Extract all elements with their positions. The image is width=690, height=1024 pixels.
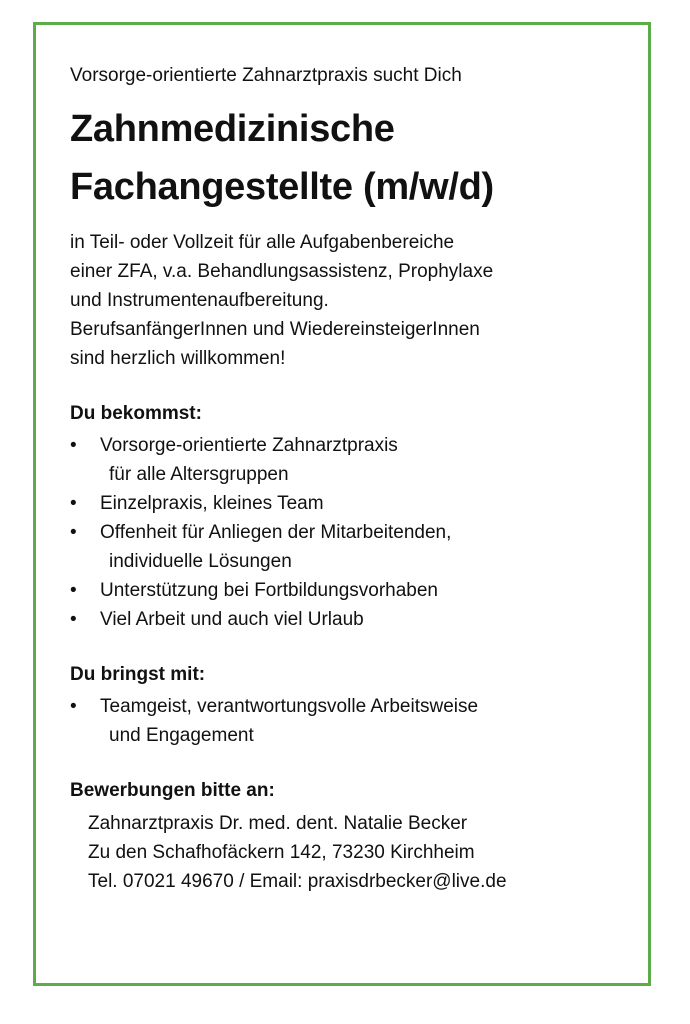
list-item-text: Viel Arbeit und auch viel Urlaub bbox=[100, 609, 364, 630]
job-title-line-2: Fachangestellte (m/w/d) bbox=[70, 166, 494, 208]
bullet-icon: • bbox=[70, 609, 77, 630]
bullet-icon: • bbox=[70, 522, 77, 543]
description-line: und Instrumentenaufbereitung. bbox=[70, 290, 329, 311]
job-description bbox=[70, 228, 630, 373]
description-line: einer ZFA, v.a. Behandlungsassistenz, Prophylaxe bbox=[70, 261, 494, 282]
list-item bbox=[70, 518, 630, 576]
requirements-heading: Du bringst mit: bbox=[70, 664, 206, 685]
offer-heading: Du bekommst: bbox=[70, 403, 202, 424]
list-item-text-continued: individuelle Lösungen bbox=[109, 551, 292, 572]
bullet-icon: • bbox=[70, 580, 77, 601]
bullet-icon: • bbox=[70, 493, 77, 514]
job-ad bbox=[70, 64, 630, 896]
description-line: sind herzlich willkommen! bbox=[70, 348, 286, 369]
job-title-line-1: Zahnmedizinische bbox=[70, 108, 395, 150]
bullet-icon: • bbox=[70, 435, 77, 456]
description-line: in Teil- oder Vollzeit für alle Aufgabenbereiche bbox=[70, 232, 455, 253]
requirements-list bbox=[70, 692, 630, 750]
description-line: BerufsanfängerInnen und WiedereinsteigerInnen bbox=[70, 319, 480, 340]
list-item-text: Vorsorge-orientierte Zahnarztpraxis bbox=[100, 435, 398, 456]
contact-block bbox=[88, 809, 630, 896]
bullet-icon: • bbox=[70, 696, 77, 717]
practice-name: Zahnarztpraxis Dr. med. dent. Natalie Becker bbox=[88, 813, 468, 834]
list-item-text: Teamgeist, verantwortungsvolle Arbeitsweise bbox=[100, 696, 479, 717]
list-item bbox=[70, 431, 630, 489]
offer-list bbox=[70, 431, 630, 634]
list-item-text: Unterstützung bei Fortbildungsvorhaben bbox=[100, 580, 438, 601]
practice-phone-email: Tel. 07021 49670 / Email: praxisdrbecker@live.de bbox=[88, 871, 507, 892]
practice-address: Zu den Schafhofäckern 142, 73230 Kirchheim bbox=[88, 842, 475, 863]
list-item bbox=[70, 605, 630, 634]
list-item-text-continued: und Engagement bbox=[109, 725, 254, 746]
list-item-text: Offenheit für Anliegen der Mitarbeitenden, bbox=[100, 522, 452, 543]
intro-line: Vorsorge-orientierte Zahnarztpraxis sucht Dich bbox=[70, 65, 462, 86]
application-heading: Bewerbungen bitte an: bbox=[70, 780, 275, 801]
list-item bbox=[70, 576, 630, 605]
list-item bbox=[70, 489, 630, 518]
list-item-text: Einzelpraxis, kleines Team bbox=[100, 493, 324, 514]
list-item bbox=[70, 692, 630, 750]
job-title bbox=[70, 100, 630, 216]
list-item-text-continued: für alle Altersgruppen bbox=[109, 464, 289, 485]
